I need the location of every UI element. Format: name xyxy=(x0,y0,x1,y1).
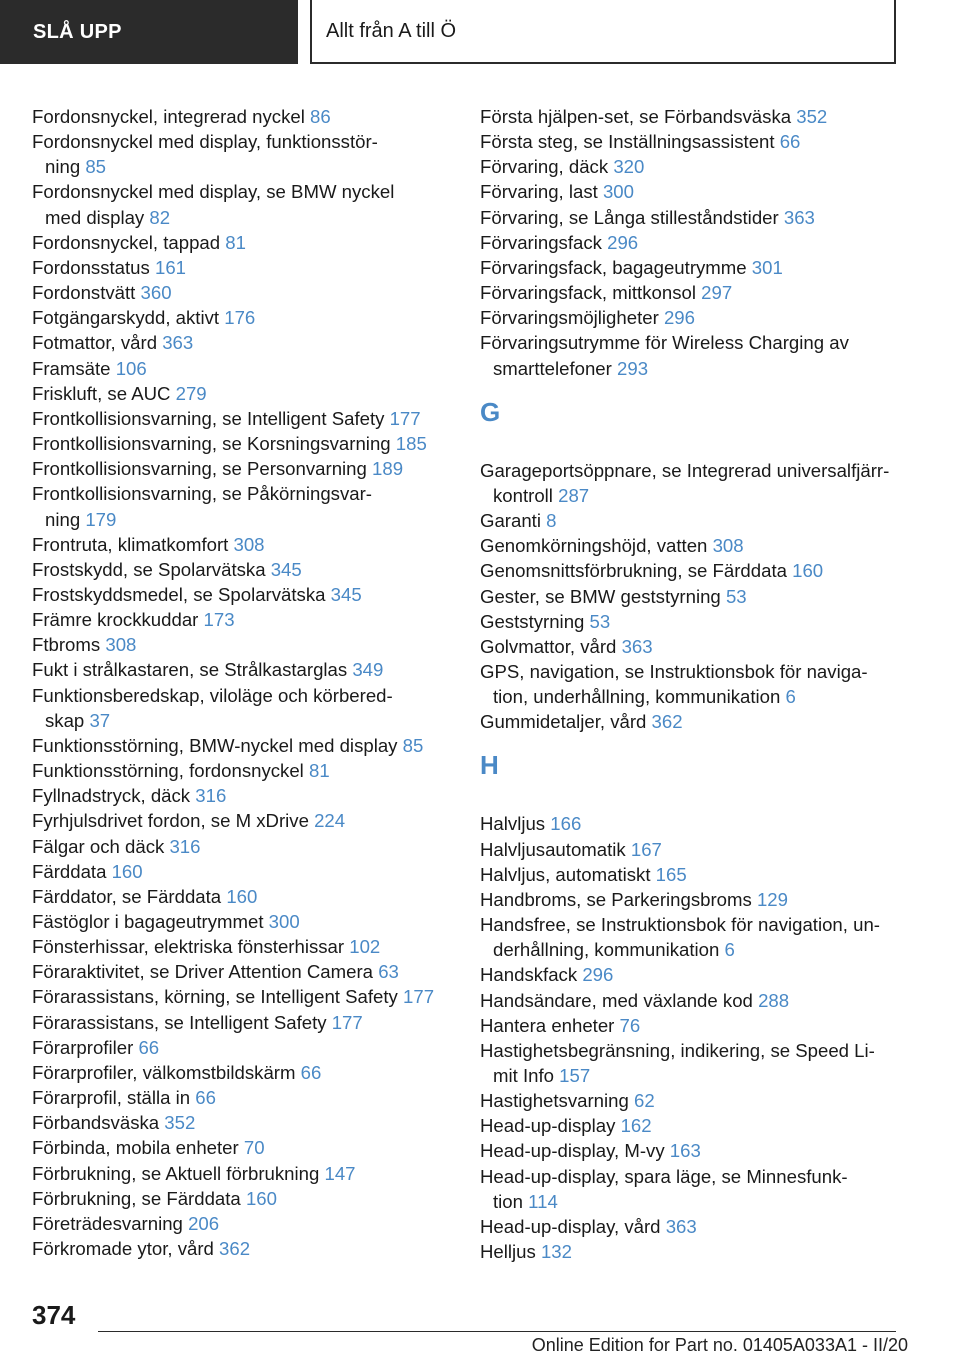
page-link[interactable]: 301 xyxy=(751,256,783,278)
index-entry-text: Head-up-display, vård xyxy=(480,1215,666,1237)
index-entry xyxy=(480,709,920,734)
index-entry-text: Fukt i strålkastaren, se Strålkastarglas xyxy=(32,659,353,681)
index-entry-text: Handsfree, se Instruktionsbok för navigation, un- derhållning, kommunikation xyxy=(480,914,880,961)
index-entry xyxy=(480,988,920,1013)
index-entry-text: Färddator, se Färddata xyxy=(32,885,227,907)
page-link[interactable]: 66 xyxy=(195,1087,216,1109)
index-entry xyxy=(32,683,452,733)
index-entry-text: Förvaring, se Långa stilleståndstider xyxy=(480,206,784,228)
page-link[interactable]: 160 xyxy=(245,1187,277,1209)
page-link[interactable]: 296 xyxy=(663,307,695,329)
index-entry xyxy=(32,959,452,984)
index-entry xyxy=(32,657,452,682)
page-link[interactable]: 76 xyxy=(619,1014,641,1036)
index-entry xyxy=(480,862,920,887)
footer-edition: Online Edition for Part no. 01405A033A1 - II/20 xyxy=(531,1335,908,1355)
index-entry-text: Frontkollisionsvarning, se Påkörningsvar- ning xyxy=(32,483,372,530)
index-entry xyxy=(32,330,452,355)
index-entry xyxy=(480,280,920,305)
page-link[interactable]: 66 xyxy=(779,131,801,153)
page-link[interactable]: 308 xyxy=(105,634,137,656)
index-entry-text: Handbroms, se Parkeringsbroms xyxy=(480,888,757,910)
page-link[interactable]: 300 xyxy=(602,181,634,203)
index-entry-text: Frontruta, klimatkomfort xyxy=(32,533,234,555)
index-entry xyxy=(32,305,452,330)
index-entry xyxy=(480,962,920,987)
index-entry xyxy=(480,255,920,280)
page-link[interactable]: 167 xyxy=(630,838,662,860)
index-entry-text: Förbinda, mobila enheter xyxy=(32,1137,244,1159)
index-entry xyxy=(32,481,452,531)
index-entry xyxy=(32,1010,452,1035)
page-link[interactable]: 179 xyxy=(85,508,117,530)
page-link[interactable]: 224 xyxy=(314,810,346,832)
index-entry-text: Fordonsnyckel med display, funktionsstör- ning xyxy=(32,131,378,178)
page-link[interactable]: 206 xyxy=(188,1212,220,1234)
page-link[interactable]: 81 xyxy=(308,760,330,782)
index-entry-text: Fästöglor i bagageutrymmet xyxy=(32,911,269,932)
page-link[interactable]: 162 xyxy=(620,1115,652,1137)
index-entry xyxy=(480,1164,920,1214)
page-link[interactable]: 363 xyxy=(162,332,194,354)
index-entry xyxy=(32,557,452,582)
index-entry xyxy=(32,230,452,255)
index-entry xyxy=(32,356,452,381)
page-link[interactable]: 363 xyxy=(783,206,815,228)
index-entry xyxy=(32,632,452,657)
index-entry xyxy=(32,884,452,909)
index-entry xyxy=(480,1239,920,1264)
page-link[interactable]: 62 xyxy=(634,1090,655,1112)
index-entry-text: Geststyrning xyxy=(480,610,590,632)
index-entry xyxy=(32,1135,452,1160)
index-entry xyxy=(32,255,452,280)
index-entry-text: Förarprofiler, välkomstbildskärm xyxy=(32,1061,301,1083)
page-link[interactable]: 129 xyxy=(756,888,788,910)
index-entry-text: Förvaringsmöjligheter xyxy=(480,307,664,329)
index-entry xyxy=(480,1013,920,1038)
index-column-right xyxy=(480,104,920,1264)
index-entry-text: Första steg, se Inställningsassistent xyxy=(480,131,780,153)
page-link[interactable]: 177 xyxy=(389,407,421,429)
page-link[interactable]: 352 xyxy=(164,1112,196,1134)
page-link[interactable]: 63 xyxy=(378,961,399,983)
index-entry-text: Förkromade ytor, vård xyxy=(32,1238,220,1260)
index-entry xyxy=(32,582,452,607)
index-group-f xyxy=(480,104,920,381)
page-link[interactable]: 102 xyxy=(349,936,381,958)
page-link[interactable]: 86 xyxy=(310,106,331,127)
index-entry-text: Första hjälpen-set, se Förbandsväska xyxy=(480,106,797,127)
page-link[interactable]: 363 xyxy=(665,1215,697,1237)
index-entry xyxy=(480,1113,920,1138)
index-entry-text: Förvaringsfack, bagageutrymme xyxy=(480,256,752,278)
page-link[interactable]: 85 xyxy=(85,156,107,178)
index-entry xyxy=(32,758,452,783)
page-link[interactable]: 85 xyxy=(402,734,424,756)
index-entry xyxy=(480,659,920,709)
page-link[interactable]: 316 xyxy=(195,785,227,807)
index-entry-text: Förbandsväska xyxy=(32,1112,165,1134)
page-link[interactable]: 163 xyxy=(669,1140,701,1162)
index-entry xyxy=(32,1211,452,1236)
index-entry-text: Fordonsnyckel, integrerad nyckel xyxy=(32,106,311,127)
index-entry-text: Genomsnittsförbrukning, se Färddata xyxy=(480,560,793,582)
footer-divider xyxy=(98,1331,896,1332)
index-entry xyxy=(32,179,452,229)
index-entry-text: Frostskydd, se Spolarvätska xyxy=(32,558,271,580)
index-entry-text: Frontkollisionsvarning, se Personvarning xyxy=(32,458,373,480)
index-entry xyxy=(32,1161,452,1186)
index-entry-text: Head-up-display, spara läge, se Minnesfunk- tion xyxy=(480,1165,848,1212)
index-entry-text: Förvaringsutrymme för Wireless Charging av smarttelefoner xyxy=(480,332,849,379)
index-entry-text: Förvaring, last xyxy=(480,181,603,203)
page-link[interactable]: 189 xyxy=(372,458,404,480)
index-entry xyxy=(32,607,452,632)
page-link[interactable]: 106 xyxy=(115,357,147,379)
index-entry xyxy=(480,458,920,508)
index-entry-text: Förbrukning, se Aktuell förbrukning xyxy=(32,1162,325,1184)
page-link[interactable]: 352 xyxy=(796,106,828,127)
page-link[interactable]: 300 xyxy=(268,911,300,932)
index-entry xyxy=(32,1060,452,1085)
index-entry-text: Fotgängarskydd, aktivt xyxy=(32,307,225,329)
index-entry-text: Halvljus xyxy=(480,813,551,835)
page-link[interactable]: 345 xyxy=(270,558,302,580)
index-entry xyxy=(480,1038,920,1088)
index-entry xyxy=(32,834,452,859)
index-entry-text: Fordonstvätt xyxy=(32,282,141,304)
index-entry xyxy=(480,154,920,179)
index-entry-text: Funktionsstörning, BMW-nyckel med display xyxy=(32,734,403,756)
page-link[interactable]: 177 xyxy=(403,986,435,1008)
index-entry xyxy=(480,634,920,659)
index-entry-text: Handsändare, med växlande kod xyxy=(480,989,759,1011)
index-entry xyxy=(480,1214,920,1239)
index-entry xyxy=(32,808,452,833)
index-entry xyxy=(480,837,920,862)
index-entry-text: Förbrukning, se Färddata xyxy=(32,1187,246,1209)
page-link[interactable]: 308 xyxy=(712,535,744,557)
index-entry xyxy=(32,431,452,456)
page-link[interactable]: 147 xyxy=(324,1162,356,1184)
index-entry xyxy=(480,533,920,558)
index-entry xyxy=(480,1138,920,1163)
index-entry xyxy=(32,406,452,431)
page-link[interactable]: 360 xyxy=(140,282,172,304)
page-link[interactable]: 320 xyxy=(613,156,645,178)
index-entry-text: Fyllnadstryck, däck xyxy=(32,785,196,807)
index-entry-text: Gummidetaljer, vård xyxy=(480,711,652,733)
page-link[interactable]: 53 xyxy=(589,610,611,632)
index-entry xyxy=(32,129,452,179)
index-entry xyxy=(480,305,920,330)
page-link[interactable]: 6 xyxy=(724,939,735,961)
index-entry-text: Head-up-display, M-vy xyxy=(480,1140,670,1162)
index-entry-text: Halvljus, automatiskt xyxy=(480,863,656,885)
index-entry xyxy=(480,558,920,583)
index-entry-text: Fordonsstatus xyxy=(32,256,155,278)
index-entry-text: Gester, se BMW geststyrning xyxy=(480,585,726,607)
page-link[interactable]: 161 xyxy=(154,256,187,278)
index-entry xyxy=(32,1035,452,1060)
index-entry-text: Förarassistans, körning, se Intelligent Safety xyxy=(32,986,404,1008)
index-entry xyxy=(480,205,920,230)
index-group-g xyxy=(480,458,920,735)
index-entry-text: Fönsterhissar, elektriska fönsterhissar xyxy=(32,936,350,958)
page-link[interactable]: 160 xyxy=(111,860,143,882)
index-entry xyxy=(32,859,452,884)
index-entry xyxy=(32,104,452,129)
page-link[interactable]: 160 xyxy=(792,560,824,582)
page-link[interactable]: 157 xyxy=(559,1065,591,1086)
index-entry-text: Frostskyddsmedel, se Spolarvätska xyxy=(32,583,331,605)
page-link[interactable]: 165 xyxy=(655,863,687,885)
page-link[interactable]: 296 xyxy=(607,231,639,253)
index-entry xyxy=(480,1088,920,1113)
page-link[interactable]: 287 xyxy=(558,484,590,506)
index-entry xyxy=(32,456,452,481)
page-link[interactable]: 81 xyxy=(225,231,246,253)
index-entry-text: Förarprofiler xyxy=(32,1036,139,1058)
section-title: Allt från A till Ö xyxy=(326,19,457,42)
section-title-tab xyxy=(310,0,896,64)
page-link[interactable]: 363 xyxy=(621,635,653,657)
page-link[interactable]: 82 xyxy=(149,206,171,228)
index-entry-text: Genomkörningshöjd, vatten xyxy=(480,535,713,557)
index-entry-text: Förvaring, däck xyxy=(480,156,614,178)
page-link[interactable]: 296 xyxy=(582,964,614,986)
page-link[interactable]: 173 xyxy=(203,609,235,631)
page-link[interactable]: 53 xyxy=(725,585,747,607)
index-entry-text: Friskluft, se AUC xyxy=(32,382,176,404)
index-entry xyxy=(480,811,920,836)
top-bar xyxy=(0,0,960,66)
index-entry-text: Funktionsberedskap, viloläge och körbered- skap xyxy=(32,684,393,731)
page-link[interactable]: 37 xyxy=(89,709,111,731)
page-link[interactable]: 160 xyxy=(226,885,258,907)
index-entry-text: Fordonsnyckel med display, se BMW nyckel med display xyxy=(32,181,395,228)
index-entry-text: Golvmattor, vård xyxy=(480,635,622,657)
page-link[interactable]: 114 xyxy=(528,1190,558,1212)
index-entry-text: Förvaringsfack, mittkonsol xyxy=(480,282,702,304)
index-entry xyxy=(480,179,920,204)
index-entry-text: Färddata xyxy=(32,860,112,882)
page-link[interactable]: 176 xyxy=(224,307,256,329)
index-entry-text: Fotmattor, vård xyxy=(32,332,163,354)
index-entry-text: Head-up-display xyxy=(480,1115,621,1137)
index-entry-text: Garageportsöppnare, se Integrerad universalfjärr- kontroll xyxy=(480,459,890,506)
index-entry-text: Hantera enheter xyxy=(480,1014,620,1036)
index-entry xyxy=(32,532,452,557)
index-entry-text: Förvaringsfack xyxy=(480,231,608,253)
index-entry xyxy=(480,609,920,634)
page-link[interactable]: 132 xyxy=(540,1241,572,1263)
page-link[interactable]: 288 xyxy=(758,989,790,1011)
page-link[interactable]: 349 xyxy=(352,659,384,681)
index-entry xyxy=(32,909,452,934)
index-entry xyxy=(480,508,920,533)
page-link[interactable]: 316 xyxy=(169,835,201,857)
index-entry-text: Hastighetsvarning xyxy=(480,1090,634,1112)
index-letter-g: G xyxy=(480,396,501,427)
page-link[interactable]: 293 xyxy=(617,357,649,379)
page-link[interactable]: 297 xyxy=(701,282,733,304)
index-entry xyxy=(32,733,452,758)
index-entry xyxy=(480,129,920,154)
nav-tab-sla-upp[interactable] xyxy=(0,0,298,64)
index-entry-text: Förarprofil, ställa in xyxy=(32,1087,196,1109)
page-number: 374 xyxy=(32,1300,76,1330)
index-column-left xyxy=(32,104,452,1261)
page-link[interactable]: 66 xyxy=(300,1061,322,1083)
index-letter-h: H xyxy=(480,750,499,781)
index-entry xyxy=(32,1186,452,1211)
index-entry-text: Framsäte xyxy=(32,357,116,379)
index-entry xyxy=(32,783,452,808)
page-link[interactable]: 166 xyxy=(550,813,582,835)
index-entry-text: Fordonsnyckel, tappad xyxy=(32,231,226,253)
nav-tab-label: SLÅ UPP xyxy=(33,20,122,43)
index-entry xyxy=(32,280,452,305)
index-entry xyxy=(480,584,920,609)
index-entry-text: GPS, navigation, se Instruktionsbok för naviga- tion, underhållning, kommunikation xyxy=(480,660,868,708)
index-entry-text: Frontkollisionsvarning, se Intelligent Safety xyxy=(32,407,390,429)
index-entry-text: Företrädesvarning xyxy=(32,1212,189,1234)
index-entry xyxy=(480,104,920,129)
index-entry xyxy=(32,934,452,959)
index-entry-text: Handskfack xyxy=(480,964,583,986)
index-entry xyxy=(32,984,452,1009)
index-entry-text: Förarassistans, se Intelligent Safety xyxy=(32,1011,332,1033)
index-entry xyxy=(480,887,920,912)
index-entry-text: Ftbroms xyxy=(32,634,106,656)
index-entry xyxy=(32,1110,452,1135)
page-link[interactable]: 66 xyxy=(138,1036,160,1058)
page-link[interactable]: 362 xyxy=(651,711,683,733)
index-entry-text: Garanti xyxy=(480,510,547,532)
index-entry-text: Fälgar och däck xyxy=(32,835,170,857)
page-link[interactable]: 308 xyxy=(233,533,265,555)
page-link[interactable]: 279 xyxy=(175,382,207,404)
index-entry xyxy=(480,230,920,255)
page-link[interactable]: 362 xyxy=(219,1238,251,1260)
index-group-h xyxy=(480,811,920,1264)
index-entry xyxy=(32,1085,452,1110)
index-entry xyxy=(32,1236,452,1261)
index-entry-text: Hastighetsbegränsning, indikering, se Speed Li- mit Info xyxy=(480,1039,875,1086)
index-entry-text: Föraraktivitet, se Driver Attention Camera xyxy=(32,961,379,983)
page-link[interactable]: 8 xyxy=(546,510,557,532)
page-link[interactable]: 345 xyxy=(330,583,362,605)
index-entry-text: Halvljusautomatik xyxy=(480,838,631,860)
index-entry xyxy=(32,381,452,406)
page-link[interactable]: 177 xyxy=(331,1011,363,1033)
index-entry-text: Helljus xyxy=(480,1241,541,1263)
index-entry xyxy=(480,912,920,962)
index-entry-text: Fyrhjulsdrivet fordon, se M xDrive xyxy=(32,810,315,832)
page-link[interactable]: 70 xyxy=(243,1137,265,1159)
index-entry xyxy=(480,330,920,380)
index-entry-text: Funktionsstörning, fordonsnyckel xyxy=(32,760,309,782)
page-link[interactable]: 185 xyxy=(395,433,427,455)
index-entry-text: Frontkollisionsvarning, se Korsningsvarning xyxy=(32,433,396,455)
index-entry-text: Främre krockkuddar xyxy=(32,609,204,631)
page-link[interactable]: 6 xyxy=(785,686,796,708)
